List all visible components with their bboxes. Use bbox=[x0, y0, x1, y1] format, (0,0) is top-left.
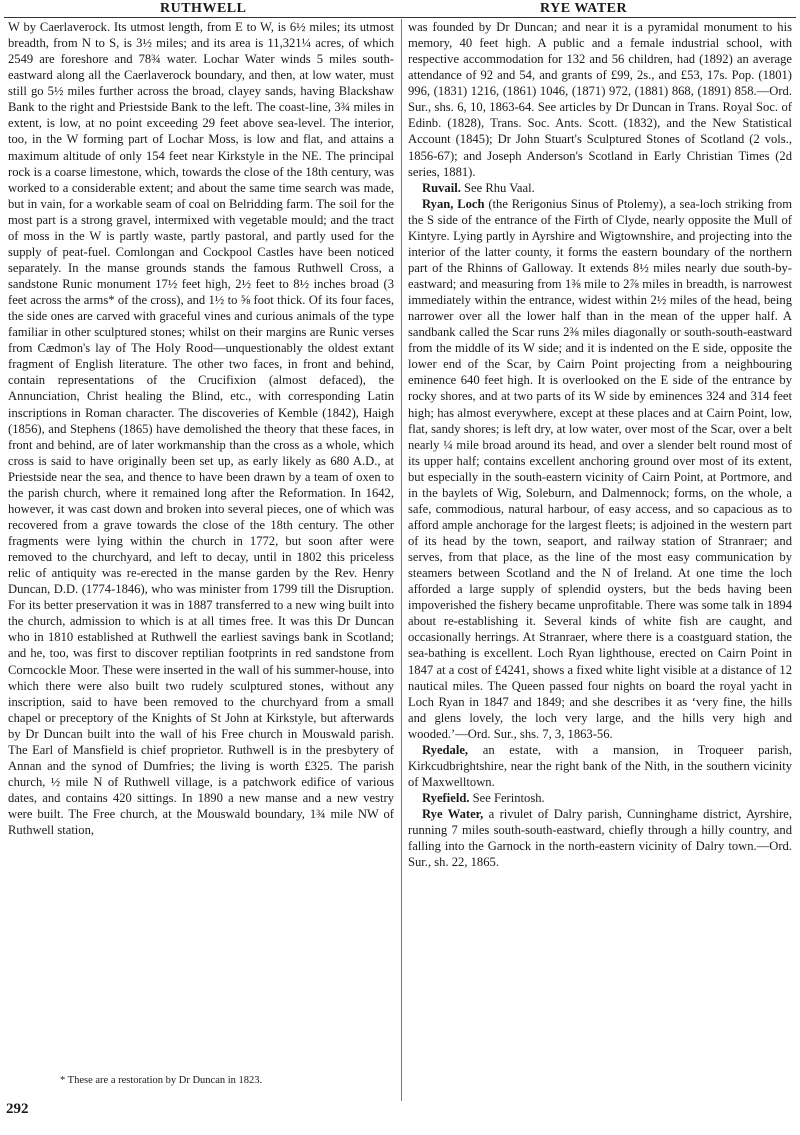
entry-ryedale bbox=[408, 742, 792, 790]
headword-ruvail: Ruvail. bbox=[422, 180, 461, 195]
page-number: 292 bbox=[6, 1101, 29, 1117]
headword-ryefield: Ryefield. bbox=[422, 791, 470, 805]
header-rule bbox=[4, 17, 796, 18]
headword-ryedale: Ryedale, bbox=[422, 742, 469, 757]
headword-rye-water: Rye Water, bbox=[422, 807, 484, 822]
ryedale-text: an estate, with a mansion, in Troqueer parish, Kirkcudbrightshire, near the right bank of the Nith, in the southern vicinity of Maxwelltown. bbox=[408, 742, 792, 789]
rye-water-text: a rivulet of Dalry parish, Cunninghame district, Ayrshire, running 7 miles south-south-eastward, chiefly through a hilly country, and falling into the Garnock in the north-eastern vicinity of Dalry town.—Ord. Sur., sh. 22, 1865. bbox=[408, 807, 792, 870]
right-column bbox=[408, 19, 792, 870]
column-divider bbox=[401, 19, 402, 1101]
header-left-title: RUTHWELL bbox=[160, 1, 247, 16]
footnote: * These are a restoration by Dr Duncan in 1823. bbox=[60, 1075, 263, 1086]
headword-ryan-loch: Ryan, Loch bbox=[422, 196, 485, 211]
ryefield-text: See Ferintosh. bbox=[469, 791, 545, 805]
ruthwell-entry-end: was founded by Dr Duncan; and near it is a pyramidal monument to his memory, 40 feet high. A public and a female industrial school, with respective accommodation for 132 and 56 children, had (1892) an average attendance of 92 and 54, and grants of £99, 2s., and £53, 17s. Pop. (1801) 996, (1831) 1216, (1861) 1046, (1871) 972, (1881) 868, (1891) 858.—Ord. Sur., shs. 6, 10, 1863-64. See articles by Dr Duncan in Trans. Royal Soc. of Edinb. (1828), Trans. Soc. Ants. Scott. (1832), and the New Statistical Account (1845); Dr John Stuart's Sculptured Stones of Scotland (2 vols., 1856-67); and Joseph Anderson's Scotland in Early Christian Times (2d series, 1881). bbox=[408, 20, 792, 179]
entry-ryefield bbox=[408, 790, 792, 806]
entry-rye-water bbox=[408, 806, 792, 870]
header-right-title: RYE WATER bbox=[540, 1, 628, 16]
entry-ryan-loch bbox=[408, 196, 792, 742]
ryan-loch-text: (the Rerigonius Sinus of Ptolemy), a sea-loch striking from the S side of the entrance of the Firth of Clyde, nearly opposite the Mull of Kintyre. Lying partly in Ayrshire and Wigtownshire, and projecting into the interior of the latter county, it forms the eastern boundary of the northern part of the Rhinns of Galloway. It extends 8½ miles nearly due south-by-eastward; and measuring from 1⅜ mile to 2⅞ miles in breadth, is narrowest immediately within the entrance, widest within 2½ miles of the head, being narrower over all the lower half than in the mean of the upper half. A sandbank called the Scar runs 2⅜ miles diagonally or south-south-eastward from the middle of its W side; and it is indented on the E side, opposite the lower end of the Scar, by Cairn Point projecting from a neighbouring eminence 640 feet high. It is overlooked on the E side of the entrance by rocky shores, and at two parts of its W side by eminences 324 and 314 feet high; has almost everywhere, except at these places and at Cairn Point, low, flat, sandy shores; is left dry, at low water, over most of the Scar, over a belt nearly ¼ mile broad around its head, and over a slender belt round most of its upper half; contains excellent anchoring ground over most of its extent, but especially in the south-eastern vicinity of Cairn Point, at Portmore, and in the baylets of Wig, Soleburn, and Dalmennock; forms, on the whole, a safe, commodious, natural harbour, of easy access, and so capacious as to afford ample anchorage for the largest fleets; is adjoined in the western part of its head by the town, seaport, and railway station of Stranraer; and serves, from that place, as the line of the most easy communication by steamers between Scotland and the N of Ireland. At one time the loch afforded a large supply of splendid oysters, but the beds having been impoverished the fishery became unprofitable. There was some talk in 1894 about re-establishing it. Several kinds of white fish are caught, and occasionally herrings. At Stranraer, where there is a coastguard station, the sea-bathing is excellent. Loch Ryan lighthouse, erected on Cairn Point in 1847 at a cost of £4241, shows a fixed white light visible at a distance of 12 nautical miles. The Queen passed four nights on board the royal yacht in Loch Ryan in 1847 and 1849; and she describes it as ‘very fine, the hills and glens lovely, the loch very large, and the hills very high and wooded.’—Ord. Sur., shs. 7, 3, 1863-56. bbox=[408, 196, 792, 741]
left-column bbox=[8, 19, 394, 838]
ruvail-text: See Rhu Vaal. bbox=[460, 180, 535, 195]
entry-ruvail bbox=[408, 180, 792, 196]
ruthwell-entry-continued: W by Caerlaverock. Its utmost length, from E to W, is 6½ miles; its utmost breadth, from N to S, is 3½ miles; and its area is 11,321¼ acres, of which 2549 are foreshore and 78¾ water. Lochar Water winds 5 miles south-eastward along all the Caerlaverock boundary, and then, at low water, must still go 5½ miles further across the broad, clayey sands, having Blackshaw Bank to the right and Priestside Bank to the left. The coast-line, 3¾ miles in extent, is low, at no point exceeding 29 feet above sea-level. The interior, too, in the W forming part of Lochar Moss, is low and flat, and attains a maximum altitude of only 154 feet near Kirkstyle in the NE. The principal rock is a coarse limestone, which, towards the close of the 18th century, was worked to a considerable extent; and about the same time search was made, but in vain, for a workable seam of coal on Belridding farm. The soil for the most part is a strong gravel, intermixed with vegetable mould; and the tract of moss in the W is partly waste, partly pastoral, and partly used for the supply of peat-fuel. Comlongan and Cockpool Castles have been noticed separately. In the manse grounds stands the famous Ruthwell Cross, a sandstone Runic monument 17½ feet high, 2½ feet to 8½ inches broad (3 feet across the arms* of the cross), and 1½ to ⅝ foot thick. Of its four faces, the side ones are carved with graceful vines and curious animals of the type familiar in other sculptured stones; whilst on their margins are Runic verses from Cædmon's lay of The Holy Rood—unquestionably the oldest extant fragment of English literature. The other two faces, in front and behind, contain representations of the Crucifixion (almost defaced), the Annunciation, Christ healing the Blind, etc., with corresponding Latin inscriptions in Roman character. The discoveries of Kemble (1842), Haigh (1856), and Stephens (1865) have demolished the theory that these faces, in front and behind, are of later workmanship than the cross as a whole, which cross is said to have originally been set up, as early likely as 680 A.D., at Priestside near the sea, and thence to have been drawn by a team of oxen to the parish church, where it remained long after the Reformation. In 1642, however, it was cast down and broken into several pieces, one of which was recovered from a grave towards the close of the 18th century. The other fragments were lying within the church in 1772, but soon after were removed to the churchyard, and left to decay, until in 1802 this priceless relic of antiquity was re-erected in the manse garden by the Rev. Henry Duncan, D.D. (1774-1846), who was minister from 1799 till the Disruption. For its better preservation it was in 1887 transferred to a new wing built into the church, admission to which is at all times free. It was this Dr Duncan who in 1810 established at Ruthwell the earliest savings bank in Scotland; and he, too, was first to discover reptilian footprints in red sandstone from Corncockle Moor. These were inserted in the wall of his summer-house, into which there were also built two rudely sculptured stones, without any inscription, said to have been removed to the churchyard from a small chapel or preceptory of the Knights of St John at Kirkstyle, but afterwards by Dr Duncan built into the wall of his Free church in Mouswald parish. The Earl of Mansfield is chief proprietor. Ruthwell is in the presbytery of Annan and the synod of Dumfries; the living is worth £325. The parish church, ½ mile N of Ruthwell village, is a patchwork edifice of various dates, and contains 420 sittings. In 1890 a new manse and a new vestry were built. The Free church, at the Mouswald boundary, 1¾ mile NW of Ruthwell station, bbox=[8, 20, 394, 838]
running-header bbox=[0, 0, 800, 18]
